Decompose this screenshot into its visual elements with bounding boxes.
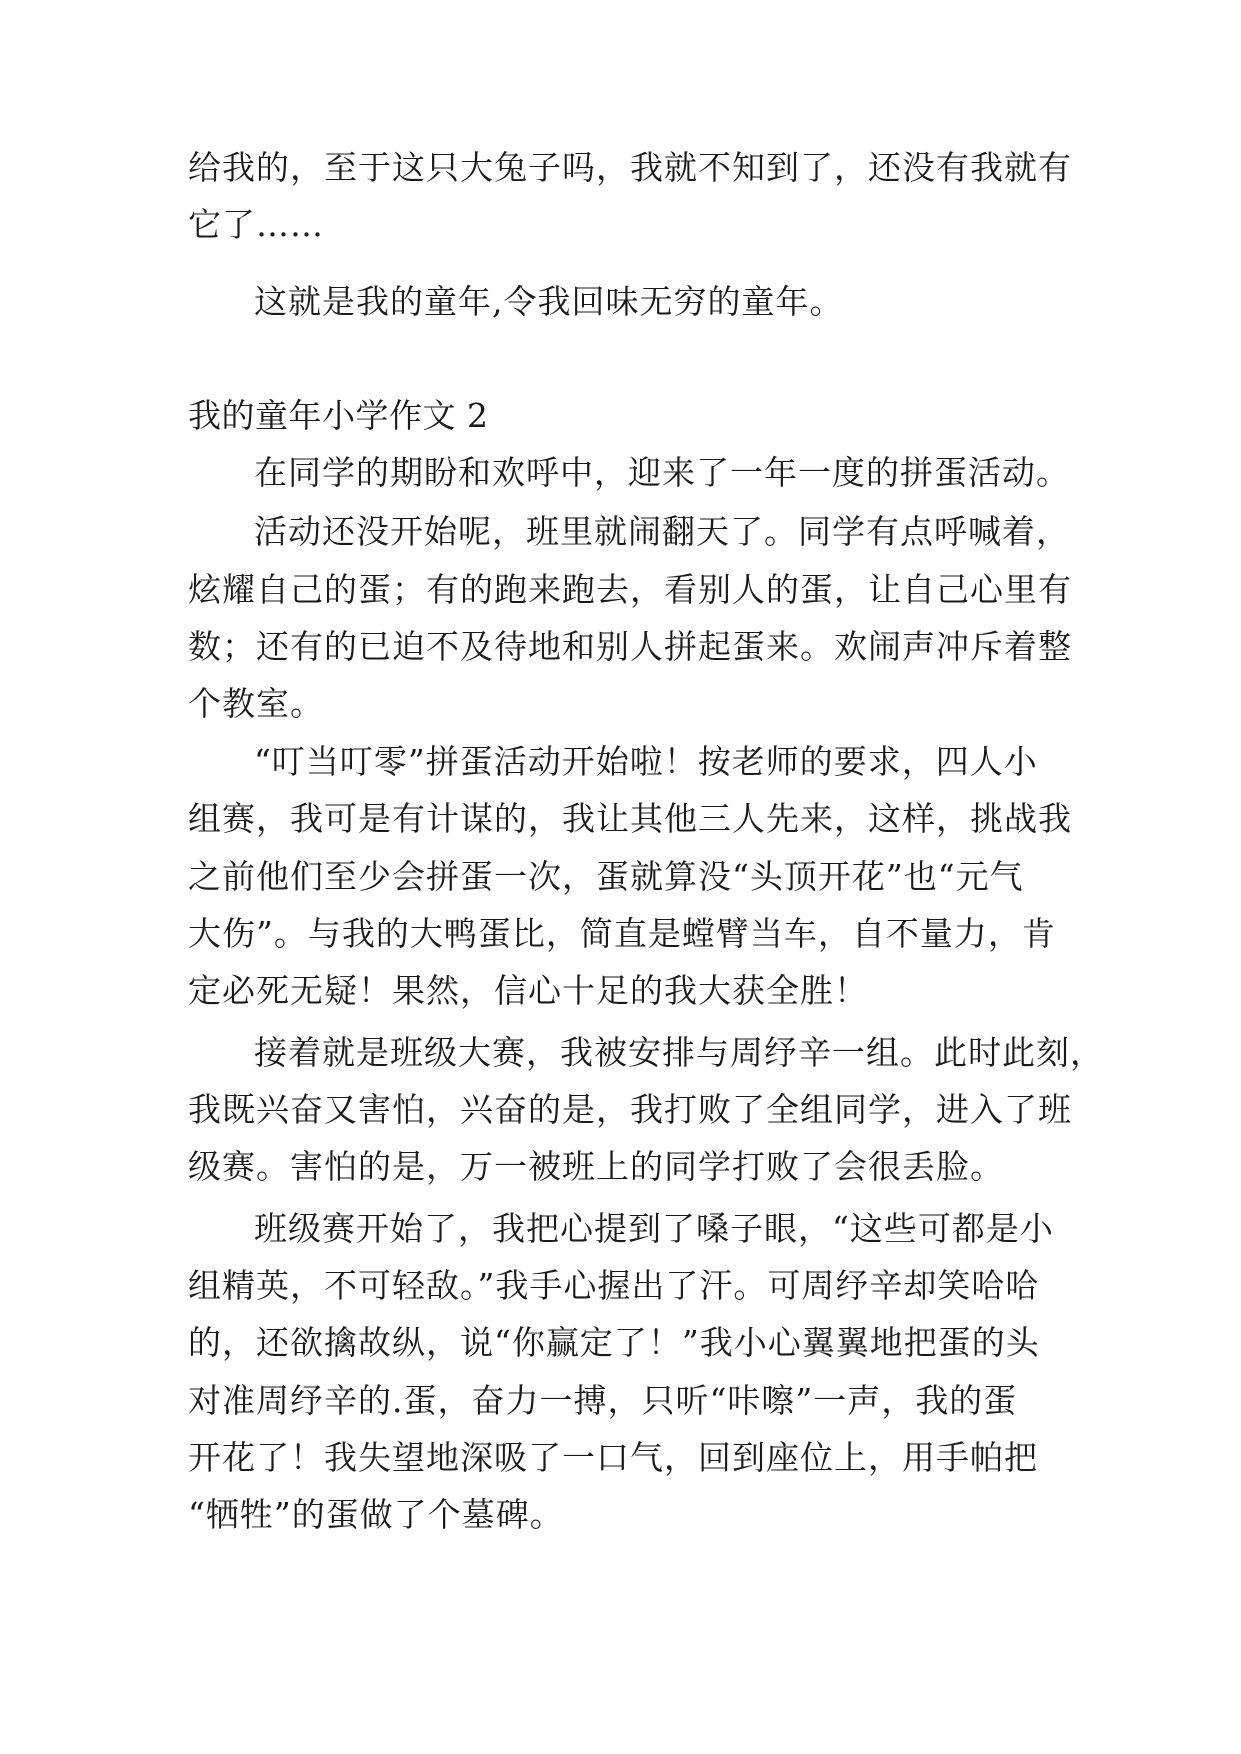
text-line: 活动还没开始呢，班里就闹翻天了。同学有点呼喊着， [254, 512, 1070, 551]
text-line: 给我的，至于这只大兔子吗，我就不知到了，还没有我就有 [188, 148, 1072, 187]
text-line: 开花了！我失望地深吸了一口气，回到座位上，用手帕把 [188, 1438, 1038, 1477]
text-line: 级赛。害怕的是，万一被班上的同学打败了会很丢脸。 [188, 1147, 1004, 1186]
text-line: 组赛，我可是有计谋的，我让其他三人先来，这样，挑战我 [188, 799, 1072, 838]
text-line: 这就是我的童年,令我回味无穷的童年。 [254, 282, 844, 321]
text-line: 我既兴奋又害怕，兴奋的是，我打败了全组同学，进入了班 [188, 1090, 1072, 1129]
text-line: 在同学的期盼和欢呼中，迎来了一年一度的拼蛋活动。 [254, 453, 1070, 492]
text-line: “叮当叮零”拼蛋活动开始啦！按老师的要求，四人小 [254, 742, 1038, 781]
text-line: 它了…… [188, 205, 324, 244]
text-line: 组精英，不可轻敌。”我手心握出了汗。可周纾辛却笑哈哈 [188, 1266, 1040, 1305]
text-line: 的，还欲擒故纵，说“你赢定了！”我小心翼翼地把蛋的头 [188, 1323, 1040, 1362]
text-line: 之前他们至少会拼蛋一次，蛋就算没“头顶开花”也“元气 [188, 857, 1024, 896]
text-line: 炫耀自己的蛋；有的跑来跑去，看别人的蛋，让自己心里有 [188, 570, 1072, 609]
text-line: 班级赛开始了，我把心提到了嗓子眼，“这些可都是小 [254, 1209, 1054, 1248]
text-line: “牺牲”的蛋做了个墓碑。 [188, 1495, 564, 1534]
text-line: 定必死无疑！果然，信心十足的我大获全胜！ [188, 971, 868, 1010]
text-line: 大伤”。与我的大鸭蛋比，简直是螳臂当车，自不量力，肯 [188, 914, 1056, 953]
text-line: 个教室。 [188, 684, 324, 723]
section-heading: 我的童年小学作文 2 [188, 396, 489, 435]
text-line: 接着就是班级大赛，我被安排与周纾辛一组。此时此刻， [254, 1033, 1104, 1072]
text-line: 对准周纾辛的.蛋，奋力一搏，只听“咔嚓”一声，我的蛋 [188, 1381, 1018, 1420]
text-line: 数；还有的已迫不及待地和别人拼起蛋来。欢闹声冲斥着整 [188, 627, 1072, 666]
